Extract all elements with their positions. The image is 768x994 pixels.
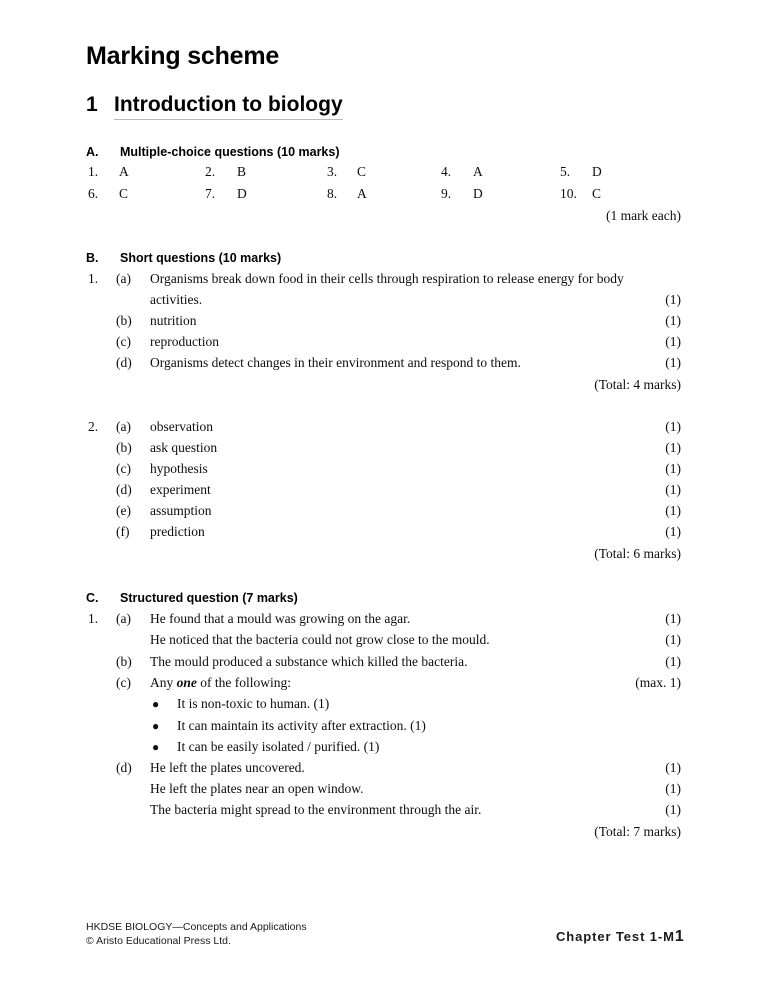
answer-text: Organisms detect changes in their environment and respond to them.	[150, 355, 521, 370]
answer-text: observation	[150, 419, 213, 434]
answer-text: activities.	[150, 292, 203, 307]
question-number: 2.	[88, 419, 99, 434]
mc-answer: A	[119, 164, 129, 179]
mc-answer: D	[592, 164, 602, 179]
answer-text: He left the plates uncovered.	[150, 760, 305, 775]
mark-value: (1)	[665, 524, 681, 539]
mark-value: (1)	[665, 313, 681, 328]
answer-text: assumption	[150, 503, 212, 518]
footer-book-title: HKDSE BIOLOGY—Concepts and Applications	[86, 921, 307, 933]
lead-emphasis: one	[176, 675, 197, 690]
chapter-title: Introduction to biology	[114, 93, 343, 120]
mark-value: (1)	[665, 419, 681, 434]
part-letter: (d)	[116, 355, 132, 370]
question-total: (Total: 4 marks)	[594, 377, 681, 392]
mc-answer-row	[0, 186, 768, 204]
mc-number: 3.	[327, 164, 338, 179]
mark-value: (1)	[665, 611, 681, 626]
mc-answer: D	[237, 186, 247, 201]
question-total: (Total: 7 marks)	[594, 824, 681, 839]
section-a-heading	[86, 145, 340, 159]
section-c-heading	[86, 591, 298, 605]
chapter-heading	[86, 93, 343, 119]
mc-answer: A	[357, 186, 367, 201]
lead-pre: Any	[150, 675, 177, 690]
mc-answer: C	[357, 164, 367, 179]
mc-number: 5.	[560, 164, 571, 179]
mark-value: (1)	[665, 292, 681, 307]
footer-page-number: 1	[674, 928, 684, 945]
mc-number: 4.	[441, 164, 452, 179]
footer-copyright	[86, 921, 307, 948]
mark-value: (1)	[665, 802, 681, 817]
mark-value: (1)	[665, 355, 681, 370]
mc-answer: D	[473, 186, 483, 201]
mc-marks-note: (1 mark each)	[606, 208, 681, 223]
answer-text: The bacteria might spread to the environment through the air.	[150, 802, 482, 817]
bullet-icon: ●	[152, 697, 160, 711]
part-letter: (c)	[116, 461, 131, 476]
mc-answer: C	[592, 186, 602, 201]
mc-answer-row	[0, 164, 768, 182]
answer-text: He left the plates near an open window.	[150, 781, 364, 796]
page-title: Marking scheme	[86, 42, 280, 70]
answer-text: experiment	[150, 482, 211, 497]
mc-number: 7.	[205, 186, 216, 201]
footer-publisher: © Aristo Educational Press Ltd.	[86, 934, 231, 947]
mark-value: (1)	[665, 440, 681, 455]
part-letter: (e)	[116, 503, 131, 518]
question-number: 1.	[88, 271, 99, 286]
part-letter: (d)	[116, 482, 132, 497]
answer-text: nutrition	[150, 313, 197, 328]
bullet-text: It can be easily isolated / purified. (1)	[177, 739, 380, 754]
part-letter: (b)	[116, 654, 132, 669]
mark-value: (1)	[665, 781, 681, 796]
part-letter: (b)	[116, 313, 132, 328]
question-total: (Total: 6 marks)	[594, 546, 681, 561]
mark-value: (1)	[665, 632, 681, 647]
mc-number: 9.	[441, 186, 452, 201]
mc-number: 1.	[88, 164, 99, 179]
question-number: 1.	[88, 611, 99, 626]
mc-answer: C	[119, 186, 129, 201]
bullet-text: It is non-toxic to human. (1)	[177, 696, 330, 711]
answer-text: The mould produced a substance which killed the bacteria.	[150, 654, 468, 669]
mark-value: (1)	[665, 503, 681, 518]
lead-post: of the following:	[196, 675, 291, 690]
section-b-title: Short questions (10 marks)	[120, 251, 282, 265]
answer-text: Organisms break down food in their cells through respiration to release energy for body	[150, 271, 624, 286]
mark-value: (1)	[665, 760, 681, 775]
bullet-icon: ●	[152, 740, 160, 754]
answer-lead-in	[150, 675, 291, 691]
mc-number: 6.	[88, 186, 99, 201]
mark-value: (1)	[665, 461, 681, 476]
part-letter: (c)	[116, 675, 131, 690]
mark-value: (1)	[665, 654, 681, 669]
section-a-letter: A.	[86, 145, 99, 159]
section-c-title: Structured question (7 marks)	[120, 591, 298, 605]
answer-text: ask question	[150, 440, 218, 455]
answer-text: reproduction	[150, 334, 219, 349]
section-a-title: Multiple-choice questions (10 marks)	[120, 145, 340, 159]
footer-page-label	[556, 928, 684, 946]
bullet-text: It can maintain its activity after extraction. (1)	[177, 718, 426, 733]
part-letter: (b)	[116, 440, 132, 455]
part-letter: (a)	[116, 271, 131, 286]
part-letter: (a)	[116, 611, 131, 626]
mark-value: (1)	[665, 334, 681, 349]
part-letter: (a)	[116, 419, 131, 434]
mc-number: 2.	[205, 164, 216, 179]
section-b-letter: B.	[86, 251, 99, 265]
section-c-letter: C.	[86, 591, 99, 605]
section-b-heading	[86, 251, 281, 265]
part-letter: (d)	[116, 760, 132, 775]
mc-answer: A	[473, 164, 483, 179]
footer-chapter-test-label: Chapter Test 1-M	[556, 929, 675, 944]
answer-text: He noticed that the bacteria could not grow close to the mould.	[150, 632, 490, 647]
mark-value: (1)	[665, 482, 681, 497]
chapter-number: 1	[86, 93, 98, 116]
mark-value: (max. 1)	[635, 675, 681, 690]
mc-answer: B	[237, 164, 247, 179]
answer-text: prediction	[150, 524, 205, 539]
bullet-icon: ●	[152, 719, 160, 733]
answer-text: hypothesis	[150, 461, 208, 476]
mc-number: 8.	[327, 186, 338, 201]
part-letter: (f)	[116, 524, 130, 539]
mc-number: 10.	[560, 186, 577, 201]
answer-text: He found that a mould was growing on the agar.	[150, 611, 411, 626]
part-letter: (c)	[116, 334, 131, 349]
